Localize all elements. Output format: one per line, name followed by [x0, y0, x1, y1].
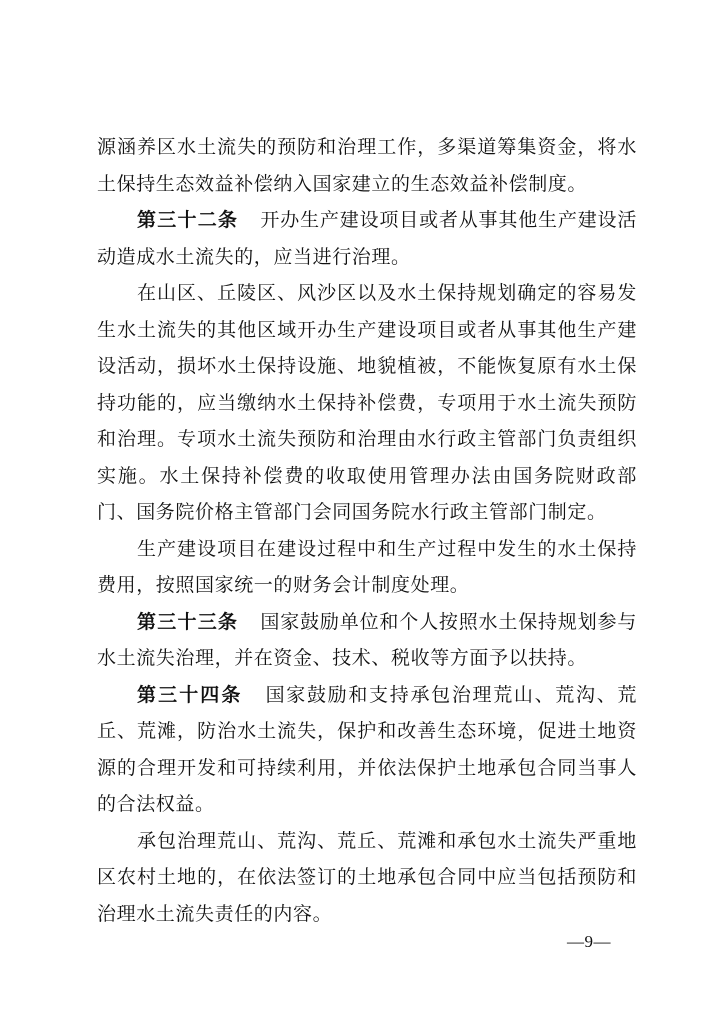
paragraph-text: 源涵养区水土流失的预防和治理工作，多渠道筹集资金，将水土保持生态效益补偿纳入国家建立的生态效益补偿制度。 [97, 136, 637, 195]
article-number: 第三十三条 [137, 610, 239, 633]
paragraph-text: 承包治理荒山、荒沟、荒丘、荒滩和承包水土流失严重地区农村土地的，在依法签订的土地承包合同中应当包括预防和治理水土流失责任的内容。 [97, 829, 637, 925]
article-34 [97, 677, 637, 823]
paragraph-text: 国家鼓励和支持承包治理荒山、荒沟、荒丘、荒滩，防治水土流失，保护和改善生态环境，促进土地资源的合理开发和可持续利用，并依法保护土地承包合同当事人的合法权益。 [97, 683, 637, 815]
paragraph-text: 在山区、丘陵区、风沙区以及水土保持规划确定的容易发生水土流失的其他区域开办生产建设项目或者从事其他生产建设活动，损坏水土保持设施、地貌植被，不能恢复原有水土保持功能的，应当缴纳水土保持补偿费，专项用于水土流失预防和治理。专项水土流失预防和治理由水行政主管部门负责组织实施。水土保持补偿费的收取使用管理办法由国务院财政部门、国务院价格主管部门会同国务院水行政主管部门制定。 [97, 282, 637, 523]
document-body [97, 129, 637, 932]
article-33 [97, 604, 637, 677]
paragraph-compensation-fee [97, 275, 637, 531]
paragraph-text: 国家鼓励单位和个人按照水土保持规划参与水土流失治理，并在资金、技术、税收等方面予以扶持。 [97, 610, 637, 669]
paragraph-contract-content [97, 823, 637, 933]
paragraph-cost-handling [97, 531, 637, 604]
article-number: 第三十二条 [137, 209, 239, 231]
article-32 [97, 202, 637, 275]
article-number: 第三十四条 [137, 683, 243, 706]
paragraph-text: 开办生产建设项目或者从事其他生产建设活动造成水土流失的，应当进行治理。 [97, 209, 637, 268]
paragraph-text: 生产建设项目在建设过程中和生产过程中发生的水土保持费用，按照国家统一的财务会计制度处理。 [97, 537, 637, 596]
paragraph-continuation [97, 129, 637, 202]
page-number: —9— [567, 932, 611, 951]
